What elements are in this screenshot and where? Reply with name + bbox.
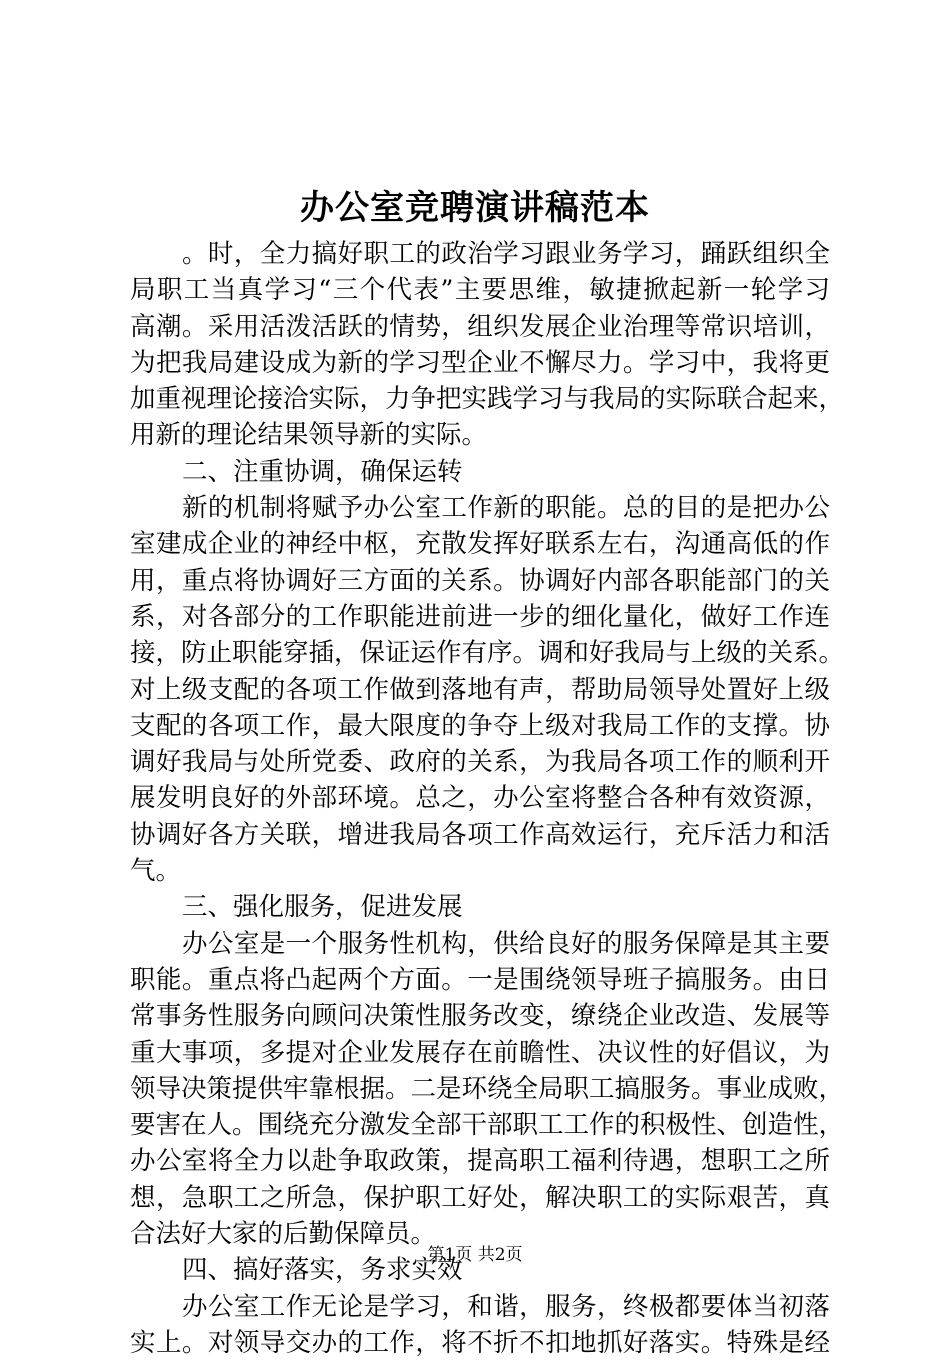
text-line: 办公室是一个服务性机构，供给良好的服务保障是其主要 bbox=[182, 928, 830, 959]
text-line: 高潮。采用活泼活跃的情势，组织发展企业治理等常识培训， bbox=[130, 311, 830, 342]
text-line: 办公室工作无论是学习，和谐，服务，终极都要体当初落 bbox=[182, 1291, 830, 1322]
text-line: 四、搞好落实，务求实效 bbox=[182, 1255, 463, 1286]
text-line: 。时，全力搞好职工的政治学习跟业务学习，踊跃组织全 bbox=[182, 239, 830, 269]
text-line: 用，重点将协调好三方面的关系。协调好内部各职能部门的关 bbox=[130, 565, 830, 596]
text-line: 实上。对领导交办的工作，将不折不扣地抓好落实。特殊是经 bbox=[130, 1327, 830, 1358]
text-line: 想，急职工之所急，保护职工好处，解决职工的实际艰苦，真 bbox=[130, 1182, 830, 1213]
text-line: 三、强化服务，促进发展 bbox=[182, 892, 463, 923]
text-line: 气。 bbox=[130, 856, 182, 887]
text-line: 展发明良好的外部环境。总之，办公室将整合各种有效资源， bbox=[130, 783, 830, 814]
text-line: 支配的各项工作，最大限度的争夺上级对我局工作的支撑。协 bbox=[130, 710, 830, 741]
text-line: 加重视理论接洽实际，力争把实践学习与我局的实际联合起来， bbox=[130, 384, 845, 415]
text-line: 要害在人。围绕充分激发全部干部职工工作的积极性、创造性， bbox=[130, 1110, 845, 1141]
text-line: 局职工当真学习“三个代表”主要思维，敏捷掀起新一轮学习 bbox=[130, 275, 830, 306]
text-line: 系，对各部分的工作职能进前进一步的细化量化，做好工作连 bbox=[130, 601, 830, 632]
text-line: 办公室将全力以赴争取政策，提高职工福利待遇，想职工之所 bbox=[130, 1146, 830, 1177]
text-line: 调好我局与处所党委、政府的关系，为我局各项工作的顺利开 bbox=[130, 747, 830, 778]
document-body bbox=[130, 236, 845, 1361]
text-line: 合法好大家的后勤保障员。 bbox=[130, 1219, 437, 1250]
text-line: 用新的理论结果领导新的实际。 bbox=[130, 420, 488, 451]
text-line: 室建成企业的神经中枢，充散发挥好联系左右，沟通高低的作 bbox=[130, 529, 830, 560]
text-line: 新的机制将赋予办公室工作新的职能。总的目的是把办公 bbox=[182, 493, 830, 524]
text-line: 常事务性服务向顾问决策性服务改变，缭绕企业改造、发展等 bbox=[130, 1001, 830, 1032]
text-line: 对上级支配的各项工作做到落地有声，帮助局领导处置好上级 bbox=[130, 674, 830, 705]
text-line: 为把我局建设成为新的学习型企业不懈尽力。学习中，我将更 bbox=[130, 347, 830, 378]
text-line: 领导决策提供牢靠根据。二是环绕全局职工搞服务。事业成败， bbox=[130, 1073, 845, 1104]
text-line: 二、注重协调，确保运转 bbox=[182, 456, 463, 487]
page-footer: 第1页 共2页 bbox=[427, 1245, 523, 1265]
text-line: 职能。重点将凸起两个方面。一是围绕领导班子搞服务。由日 bbox=[130, 964, 830, 995]
text-line: 重大事项，多提对企业发展存在前瞻性、决议性的好倡议，为 bbox=[130, 1037, 830, 1068]
document-title: 办公室竞聘演讲稿范本 bbox=[300, 188, 650, 228]
text-line: 接，防止职能穿插，保证运作有序。调和好我局与上级的关系。 bbox=[130, 638, 845, 669]
text-line: 协调好各方关联，增进我局各项工作高效运行，充斥活力和活 bbox=[130, 819, 830, 850]
